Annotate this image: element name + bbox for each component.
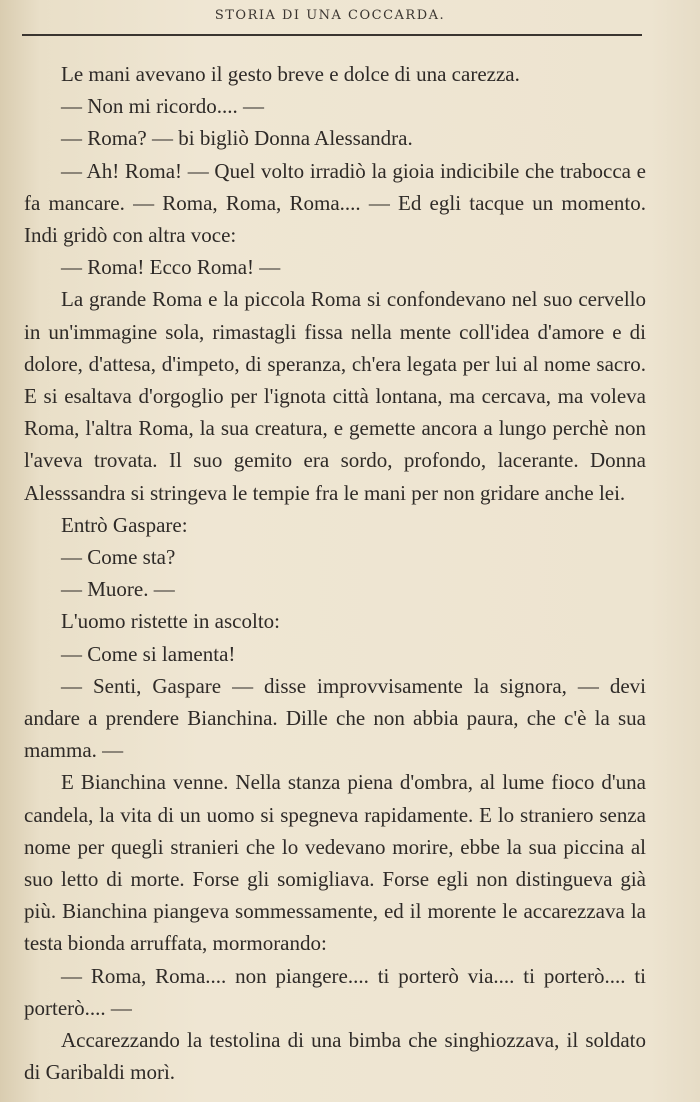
paragraph: — Non mi ricordo.... — xyxy=(61,94,264,119)
paragraph: Accarezzando la testolina di una bimba che singhiozzava, il soldato di Garibaldi morì. xyxy=(24,1028,646,1085)
paragraph: E Bianchina venne. Nella stanza piena d'ombra, al lume fioco d'una candela, la vita di un uomo si spegneva rapidamente. E lo straniero senza nome per quegli stranieri che lo vedevano morire, ebbe la sua piccina al suo letto di morte. Forse gli somigliava. Forse egli non distingueva già più. Bianchina piangeva sommessamente, ed il morente le accarezzava la testa bionda arruffata, mormorando: xyxy=(24,770,646,956)
paragraph: — Come sta? xyxy=(61,545,176,570)
paragraph: — Muore. — xyxy=(61,577,175,602)
paragraph: — Roma! Ecco Roma! — xyxy=(61,255,281,280)
header-rule xyxy=(22,34,642,36)
paragraph: — Roma? — bi bigliò Donna Alessandra. xyxy=(61,126,413,151)
body-text xyxy=(24,58,646,1089)
paragraph: La grande Roma e la piccola Roma si confondevano nel suo cervello in un'immagine sola, rimastagli fissa nella mente coll'idea d'amore e di dolore, d'attesa, d'impeto, di speranza, ch'era legata per lui al nome sacro. E si esaltava d'orgoglio per l'ignota città lontana, ma cercava, ma voleva Roma, l'altra Roma, la sua creatura, e gemette ancora a lungo perchè non l'aveva trovata. Il suo gemito era sordo, profondo, lacerante. Donna Alesssandra si stringeva le tempie fra le mani per non gridare anche lei. xyxy=(24,287,646,505)
paragraph: — Come si lamenta! xyxy=(61,641,236,666)
paragraph: — Ah! Roma! — Quel volto irradiò la gioia indicibile che trabocca e fa mancare. — Roma, Roma, Roma.... — Ed egli tacque un momento. Indi gridò con altra voce: xyxy=(24,158,646,248)
paragraph: — Senti, Gaspare — disse improvvisamente la signora, — devi andare a prendere Bianchina. Dille che non abbia paura, che c'è la sua mamma. — xyxy=(24,673,646,763)
paragraph: L'uomo ristette in ascolto: xyxy=(61,609,280,634)
running-head: STORIA DI UNA COCCARDA. xyxy=(214,8,446,23)
paragraph: Entrò Gaspare: xyxy=(61,512,188,537)
paragraph: Le mani avevano il gesto breve e dolce di una carezza. xyxy=(61,62,520,86)
paragraph: — Roma, Roma.... non piangere.... ti porterò via.... ti porterò.... ti porterò.... — xyxy=(24,963,646,1020)
